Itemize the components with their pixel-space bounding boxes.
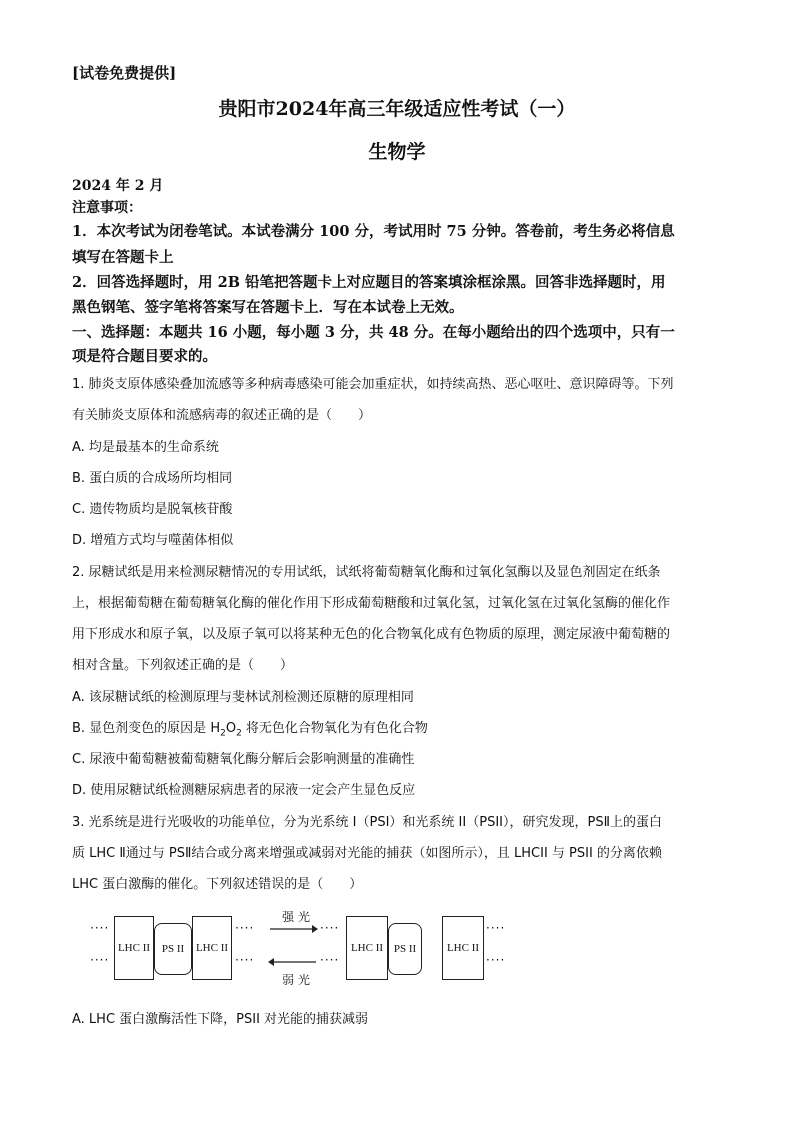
question-2-option-c: C. 尿液中葡萄糖被葡萄糖氧化酶分解后会影响测量的准确性 bbox=[72, 752, 415, 767]
lhc-ii-box bbox=[442, 916, 484, 980]
question-2-option-d: D. 使用尿糖试纸检测糖尿病患者的尿液一定会产生显色反应 bbox=[72, 783, 416, 798]
membrane-dots: ···· bbox=[486, 921, 506, 935]
free-exam-tag: [试卷免费提供] bbox=[72, 64, 177, 82]
subscript: 2 bbox=[220, 728, 226, 739]
section-heading: 一、选择题：本题共 16 小题，每小题 3 分，共 48 分。在每小题给出的四个选项中，只有一 bbox=[72, 324, 675, 341]
notice-line: 2．回答选择题时，用 2B 铅笔把答题卡上对应题目的答案填涂框涂黑。回答非选择题时，用 bbox=[72, 274, 666, 291]
notice-line: 填写在答题卡上 bbox=[72, 249, 174, 266]
left-arrow-icon bbox=[268, 957, 318, 967]
lhc-ii-label: LHC II bbox=[195, 942, 229, 954]
lhc-ii-label: LHC II bbox=[350, 942, 384, 954]
lhc-ii-box bbox=[346, 916, 388, 980]
membrane-dots: ···· bbox=[320, 921, 340, 935]
question-3-stem: 3. 光系统是进行光吸收的功能单位，分为光系统 I（PSI）和光系统 II（PSII），研究发现，PSⅡ上的蛋白 bbox=[72, 815, 662, 830]
question-3-stem: LHC 蛋白激酶的催化。下列叙述错误的是（ ） bbox=[72, 877, 363, 892]
ps-ii-box bbox=[388, 923, 422, 975]
ps-ii-box bbox=[154, 923, 192, 975]
membrane-dots: ···· bbox=[486, 953, 506, 967]
question-3-stem: 质 LHC Ⅱ通过与 PSⅡ结合或分离来增强或减弱对光能的捕获（如图所示），且 LHCII 与 PSII 的分离依赖 bbox=[72, 846, 662, 861]
option-b-text: B. 显色剂变色的原因是 H bbox=[72, 721, 221, 736]
ps-ii-label: PS II bbox=[161, 943, 185, 955]
lhc-ii-label: LHC II bbox=[446, 942, 480, 954]
right-arrow-icon bbox=[268, 924, 318, 934]
lhc-ii-box bbox=[192, 916, 232, 980]
membrane-dots: ···· bbox=[90, 921, 110, 935]
question-2-stem: 2. 尿糖试纸是用来检测尿糖情况的专用试纸，试纸将葡萄糖氧化酶和过氧化氢酶以及显色剂固定在纸条 bbox=[72, 565, 661, 580]
exam-title: 贵阳市2024年高三年级适应性考试（一） bbox=[218, 98, 576, 120]
subscript: 2 bbox=[236, 728, 242, 739]
question-2-option-a: A. 该尿糖试纸的检测原理与斐林试剂检测还原糖的原理相同 bbox=[72, 690, 414, 705]
notice-heading: 注意事项： bbox=[72, 200, 142, 216]
notice-line: 1．本次考试为闭卷笔试。本试卷满分 100 分，考试用时 75 分钟。答卷前，考生务必将信息 bbox=[72, 223, 675, 240]
question-2-option-b bbox=[72, 717, 428, 739]
section-heading: 项是符合题目要求的。 bbox=[72, 348, 217, 365]
strong-light-label: 强光 bbox=[282, 910, 315, 924]
photosystem-figure bbox=[90, 908, 530, 990]
lhc-ii-label: LHC II bbox=[117, 942, 151, 954]
question-1-option-a: A. 均是最基本的生命系统 bbox=[72, 440, 219, 455]
exam-date: 2024 年 2 月 bbox=[72, 178, 164, 194]
lhc-ii-box bbox=[114, 916, 154, 980]
question-1-stem: 有关肺炎支原体和流感病毒的叙述正确的是（ ） bbox=[72, 408, 372, 423]
option-b-text: 将无色化合物氧化为有色化合物 bbox=[241, 721, 428, 736]
question-2-stem: 用下形成水和原子氧，以及原子氧可以将某种无色的化合物氧化成有色物质的原理，测定尿液中葡萄糖的 bbox=[72, 627, 671, 642]
membrane-dots: ···· bbox=[235, 953, 255, 967]
question-1-option-c: C. 遗传物质均是脱氧核苷酸 bbox=[72, 502, 233, 517]
ps-ii-label: PS II bbox=[393, 943, 417, 955]
question-1-option-b: B. 蛋白质的合成场所均相同 bbox=[72, 471, 233, 486]
question-1-stem: 1. 肺炎支原体感染叠加流感等多种病毒感染可能会加重症状，如持续高热、恶心呕吐、意识障碍等。下列 bbox=[72, 377, 674, 392]
membrane-dots: ···· bbox=[90, 953, 110, 967]
question-2-stem: 上，根据葡萄糖在葡萄糖氧化酶的催化作用下形成葡萄糖酸和过氧化氢，过氧化氢在过氧化氢酶的催化作 bbox=[72, 596, 671, 611]
option-b-text: O bbox=[225, 721, 237, 736]
membrane-dots: ···· bbox=[235, 921, 255, 935]
subject-title: 生物学 bbox=[368, 141, 426, 163]
question-1-option-d: D. 增殖方式均与噬菌体相似 bbox=[72, 533, 234, 548]
question-3-option-a: A. LHC 蛋白激酶活性下降，PSII 对光能的捕获减弱 bbox=[72, 1012, 369, 1027]
notice-line: 黑色钢笔、签字笔将答案写在答题卡上．写在本试卷上无效。 bbox=[72, 299, 464, 316]
weak-light-label: 弱光 bbox=[282, 973, 315, 987]
question-2-stem: 相对含量。下列叙述正确的是（ ） bbox=[72, 658, 294, 673]
membrane-dots: ···· bbox=[320, 953, 340, 967]
